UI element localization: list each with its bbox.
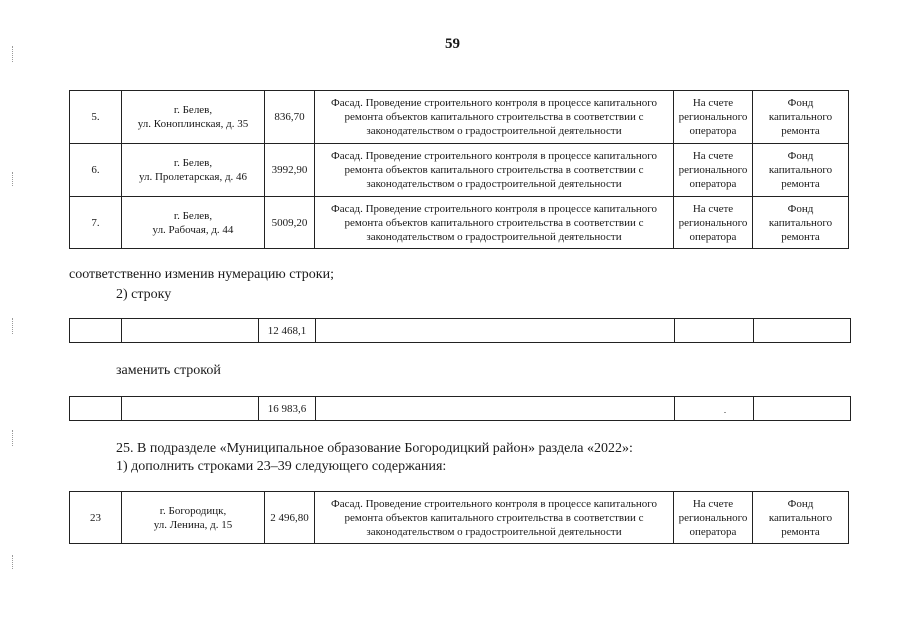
account-cell: На счете регионального оператора	[674, 144, 753, 197]
row-number: 7.	[70, 197, 122, 249]
objects-table-bottom	[69, 491, 849, 544]
area-cell: 5009,20	[265, 197, 315, 249]
table-row	[70, 397, 851, 421]
replace-with-text: заменить строкой	[116, 363, 221, 378]
scan-speck	[724, 412, 726, 413]
work-description: Фасад. Проведение строительного контроля в процессе капитального ремонта объектов капитального строительства в соответствии с законодательством о градостроительной деятельности	[315, 91, 674, 144]
table-row	[70, 492, 849, 544]
table-row	[70, 197, 849, 249]
empty-cell	[122, 397, 259, 421]
empty-cell	[675, 397, 754, 421]
margin-mark	[12, 318, 16, 334]
address-cell	[122, 91, 265, 144]
work-description: Фасад. Проведение строительного контроля в процессе капитального ремонта объектов капитального строительства в соответствии с законодательством о градостроительной деятельности	[315, 492, 674, 544]
margin-mark	[12, 46, 16, 62]
objects-table-top	[69, 90, 849, 249]
table-row	[70, 144, 849, 197]
row-number: 5.	[70, 91, 122, 144]
account-cell: На счете регионального оператора	[674, 492, 753, 544]
address-cell	[122, 144, 265, 197]
page-number: 59	[445, 36, 460, 52]
address-street: ул. Пролетарская, д. 46	[138, 171, 248, 183]
total-area-old: 12 468,1	[259, 319, 316, 343]
address-city: г. Богородицк,	[159, 504, 227, 517]
total-area-new: 16 983,6	[259, 397, 316, 421]
item-2-label: 2) строку	[116, 287, 172, 302]
empty-cell	[122, 319, 259, 343]
empty-cell	[754, 397, 851, 421]
new-summary-row	[69, 396, 851, 421]
area-cell: 836,70	[265, 91, 315, 144]
empty-cell	[316, 319, 675, 343]
fund-cell: Фонд капитального ремонта	[753, 91, 849, 144]
renumber-text: соответственно изменив нумерацию строки;	[69, 267, 334, 282]
work-description: Фасад. Проведение строительного контроля в процессе капитального ремонта объектов капитального строительства в соответствии с законодательством о градостроительной деятельности	[315, 197, 674, 249]
row-number: 23	[70, 492, 122, 544]
address-street: ул. Ленина, д. 15	[153, 518, 233, 531]
margin-mark	[12, 172, 16, 186]
empty-cell	[70, 319, 122, 343]
work-description: Фасад. Проведение строительного контроля в процессе капитального ремонта объектов капитального строительства в соответствии с законодательством о градостроительной деятельности	[315, 144, 674, 197]
row-number: 6.	[70, 144, 122, 197]
old-summary-row	[69, 318, 851, 343]
fund-cell: Фонд капитального ремонта	[753, 197, 849, 249]
empty-cell	[754, 319, 851, 343]
margin-mark	[12, 555, 16, 569]
account-cell: На счете регионального оператора	[674, 91, 753, 144]
section-25-text: 25. В подразделе «Муниципальное образование Богородицкий район» раздела «2022»:	[116, 441, 633, 456]
fund-cell: Фонд капитального ремонта	[753, 144, 849, 197]
margin-mark	[12, 430, 16, 446]
address-street: ул. Коноплинская, д. 35	[137, 118, 249, 130]
empty-cell	[70, 397, 122, 421]
area-cell: 3992,90	[265, 144, 315, 197]
item-1-add-text: 1) дополнить строками 23–39 следующего содержания:	[116, 459, 447, 474]
account-cell: На счете регионального оператора	[674, 197, 753, 249]
address-cell	[122, 197, 265, 249]
address-cell	[122, 492, 265, 544]
empty-cell	[316, 397, 675, 421]
area-cell: 2 496,80	[265, 492, 315, 544]
fund-cell: Фонд капитального ремонта	[753, 492, 849, 544]
table-row	[70, 319, 851, 343]
empty-cell	[675, 319, 754, 343]
address-city: г. Белев,	[173, 104, 213, 116]
address-city: г. Белев,	[173, 209, 213, 222]
address-street: ул. Рабочая, д. 44	[152, 223, 234, 236]
table-row	[70, 91, 849, 144]
address-city: г. Белев,	[173, 157, 213, 169]
